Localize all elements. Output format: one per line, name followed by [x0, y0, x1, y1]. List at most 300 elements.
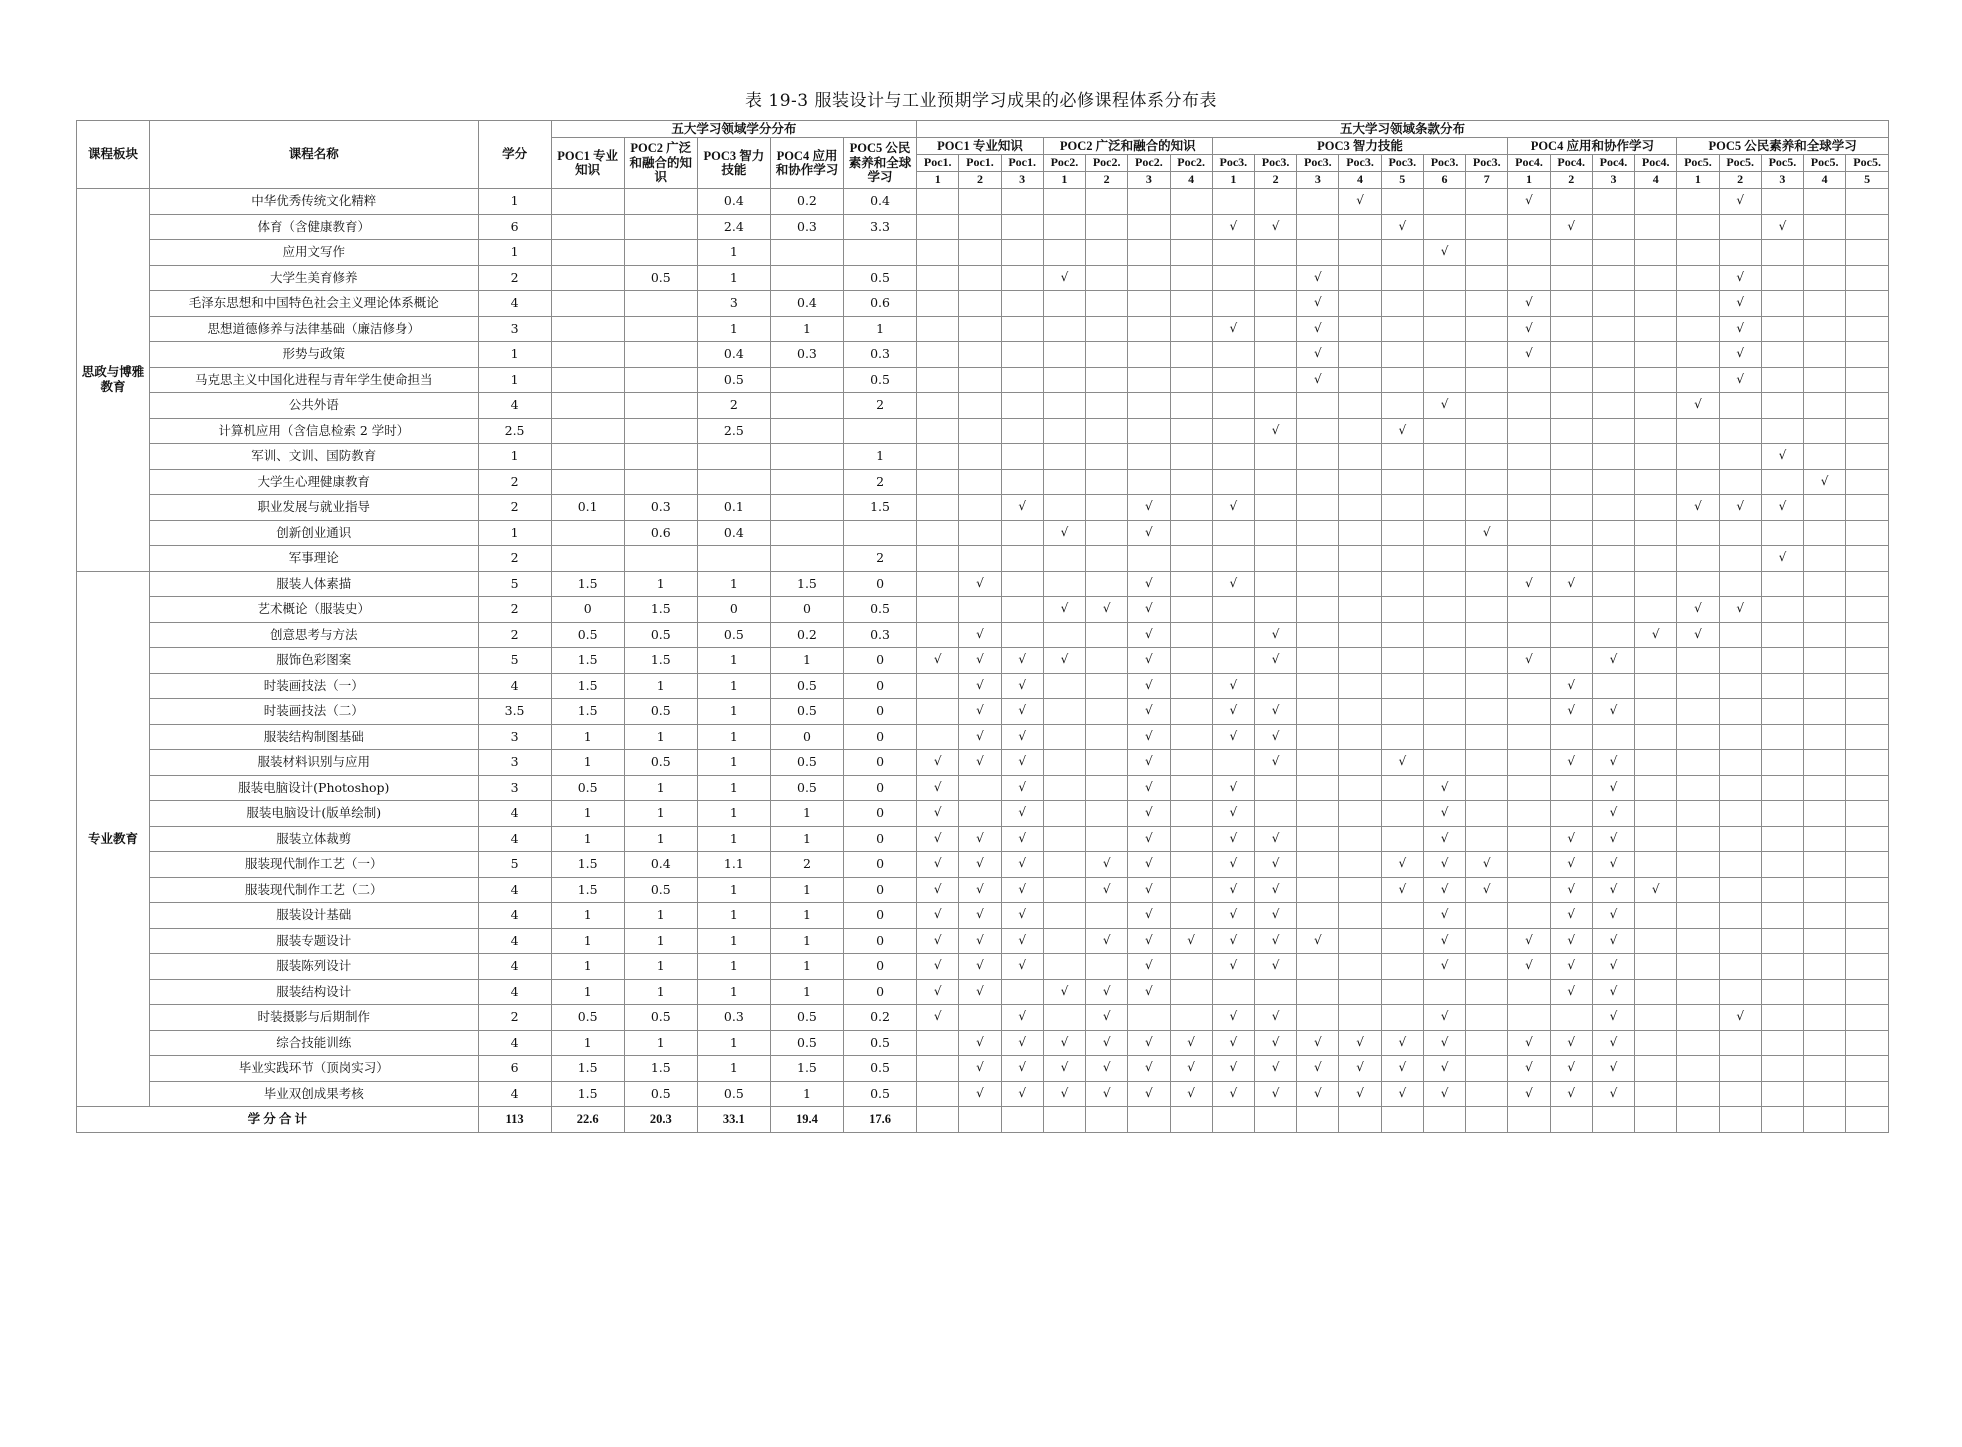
clause-cell [1508, 775, 1550, 801]
clause-cell [1381, 903, 1423, 929]
total-credit: 113 [478, 1107, 551, 1133]
clause-cell [1466, 291, 1508, 317]
check-mark-icon: √ [1297, 291, 1339, 317]
clause-cell [1086, 316, 1128, 342]
clause-code-header: Poc2. [1043, 155, 1085, 172]
check-mark-icon: √ [1254, 1081, 1296, 1107]
clause-cell [959, 444, 1001, 470]
clause-cell [1212, 444, 1254, 470]
clause-cell [1508, 393, 1550, 419]
check-mark-icon: √ [959, 954, 1001, 980]
check-mark-icon: √ [1001, 903, 1043, 929]
check-mark-icon: √ [1086, 597, 1128, 623]
clause-cell [1677, 1081, 1719, 1107]
clause-cell [1719, 673, 1761, 699]
clause-cell [917, 520, 959, 546]
check-mark-icon: √ [1297, 316, 1339, 342]
clause-cell [1550, 546, 1592, 572]
clause-cell [1086, 648, 1128, 674]
clause-cell [1592, 724, 1634, 750]
course-name: 服装人体素描 [150, 571, 478, 597]
course-name: 军事理论 [150, 546, 478, 572]
course-name: 服装立体裁剪 [150, 826, 478, 852]
clause-cell [1635, 954, 1677, 980]
check-mark-icon: √ [1212, 775, 1254, 801]
check-mark-icon: √ [1423, 852, 1465, 878]
clause-cell [1635, 979, 1677, 1005]
clause-cell [1677, 928, 1719, 954]
clause-cell [1804, 648, 1846, 674]
clause-cell [1381, 622, 1423, 648]
dist-value: 1 [624, 928, 697, 954]
clause-cell [1592, 367, 1634, 393]
dist-value: 2 [844, 546, 917, 572]
clause-cell [1592, 1107, 1634, 1133]
clause-cell [1719, 648, 1761, 674]
dist-value [551, 316, 624, 342]
check-mark-icon: √ [1423, 1081, 1465, 1107]
clause-cell [1170, 877, 1212, 903]
clause-cell [1846, 826, 1889, 852]
clause-cell [1423, 597, 1465, 623]
clause-cell [1804, 903, 1846, 929]
clause-cell [1846, 1030, 1889, 1056]
check-mark-icon: √ [1339, 1056, 1381, 1082]
clause-cell [1381, 316, 1423, 342]
clause-cell [1423, 342, 1465, 368]
clause-cell [917, 699, 959, 725]
clause-cell [1128, 418, 1170, 444]
dist-value: 1 [624, 954, 697, 980]
dist-value: 0.5 [551, 1005, 624, 1031]
clause-cell [1001, 240, 1043, 266]
check-mark-icon: √ [1254, 648, 1296, 674]
clause-cell [1846, 342, 1889, 368]
clause-group-header: POC3 智力技能 [1212, 138, 1508, 155]
clause-cell [1170, 1107, 1212, 1133]
clause-code-header: Poc1. [959, 155, 1001, 172]
clause-cell [1170, 750, 1212, 776]
clause-cell [1212, 189, 1254, 215]
table-row [77, 648, 1889, 674]
clause-cell [1043, 801, 1085, 827]
check-mark-icon: √ [1001, 1030, 1043, 1056]
clause-cell [1761, 1056, 1803, 1082]
clause-cell [1170, 240, 1212, 266]
course-credit: 4 [478, 291, 551, 317]
course-header: 课程名称 [150, 121, 478, 189]
check-mark-icon: √ [1381, 214, 1423, 240]
check-mark-icon: √ [1508, 189, 1550, 215]
check-mark-icon: √ [959, 852, 1001, 878]
clause-cell [1508, 520, 1550, 546]
clause-cell [1761, 597, 1803, 623]
dist-value [551, 418, 624, 444]
clause-cell [1677, 1030, 1719, 1056]
check-mark-icon: √ [1212, 1030, 1254, 1056]
clause-cell [1423, 546, 1465, 572]
dist-value [844, 520, 917, 546]
section-label: 专业教育 [77, 571, 150, 1107]
dist-value: 0.5 [624, 265, 697, 291]
dist-value: 1.5 [551, 571, 624, 597]
clause-cell [1043, 826, 1085, 852]
total-label: 学 分 合 计 [77, 1107, 479, 1133]
check-mark-icon: √ [1254, 1005, 1296, 1031]
clause-number-header: 1 [1508, 172, 1550, 189]
clause-cell [1635, 444, 1677, 470]
check-mark-icon: √ [917, 648, 959, 674]
clause-cell [1508, 826, 1550, 852]
check-mark-icon: √ [1550, 1030, 1592, 1056]
clause-cell [1381, 495, 1423, 521]
course-name: 应用文写作 [150, 240, 478, 266]
clause-cell [1339, 1005, 1381, 1031]
clause-cell [1423, 495, 1465, 521]
course-credit: 5 [478, 852, 551, 878]
clause-cell [1550, 622, 1592, 648]
section-header: 课程板块 [77, 121, 150, 189]
check-mark-icon: √ [1212, 903, 1254, 929]
clause-cell [1128, 189, 1170, 215]
clause-cell [1297, 877, 1339, 903]
clause-cell [1001, 291, 1043, 317]
clause-cell [959, 189, 1001, 215]
check-mark-icon: √ [1550, 979, 1592, 1005]
check-mark-icon: √ [1043, 979, 1085, 1005]
check-mark-icon: √ [1381, 1056, 1423, 1082]
clause-cell [1635, 826, 1677, 852]
clause-cell [1170, 724, 1212, 750]
clause-cell [1635, 520, 1677, 546]
check-mark-icon: √ [917, 954, 959, 980]
course-name: 服装材料识别与应用 [150, 750, 478, 776]
check-mark-icon: √ [1550, 852, 1592, 878]
check-mark-icon: √ [1128, 724, 1170, 750]
dist-value: 3 [697, 291, 770, 317]
check-mark-icon: √ [1128, 903, 1170, 929]
clause-cell [1846, 367, 1889, 393]
clause-cell [1592, 520, 1634, 546]
clause-cell [1170, 214, 1212, 240]
clause-cell [1677, 648, 1719, 674]
clause-cell [1846, 903, 1889, 929]
check-mark-icon: √ [1001, 877, 1043, 903]
clause-cell [1677, 444, 1719, 470]
check-mark-icon: √ [1423, 1056, 1465, 1082]
dist-value: 1 [624, 903, 697, 929]
course-credit: 3.5 [478, 699, 551, 725]
clause-cell [1339, 214, 1381, 240]
clause-cell [1423, 673, 1465, 699]
clause-cell [959, 520, 1001, 546]
clause-cell [1592, 240, 1634, 266]
clause-cell [1339, 418, 1381, 444]
clause-cell [1804, 826, 1846, 852]
course-credit: 2.5 [478, 418, 551, 444]
clause-cell [1677, 546, 1719, 572]
clause-cell [1719, 1107, 1761, 1133]
clause-cell [1381, 597, 1423, 623]
clause-cell [1466, 826, 1508, 852]
clause-group-header: POC5 公民素养和全球学习 [1677, 138, 1889, 155]
dist-value: 0.4 [697, 342, 770, 368]
check-mark-icon: √ [1128, 495, 1170, 521]
clause-cell [1761, 367, 1803, 393]
clause-cell [1677, 571, 1719, 597]
clause-cell [1677, 1005, 1719, 1031]
dist-value: 1.5 [551, 877, 624, 903]
clause-cell [1635, 852, 1677, 878]
check-mark-icon: √ [1592, 648, 1634, 674]
check-mark-icon: √ [959, 648, 1001, 674]
clause-cell [1635, 495, 1677, 521]
check-mark-icon: √ [1550, 954, 1592, 980]
clause-cell [1804, 265, 1846, 291]
dist-value [624, 393, 697, 419]
course-credit: 4 [478, 801, 551, 827]
check-mark-icon: √ [1128, 597, 1170, 623]
clause-cell [1381, 520, 1423, 546]
dist-value [770, 393, 843, 419]
dist-value: 1 [624, 826, 697, 852]
clause-code-header: Poc3. [1212, 155, 1254, 172]
course-name: 大学生心理健康教育 [150, 469, 478, 495]
clause-cell [917, 291, 959, 317]
table-body [77, 189, 1889, 1133]
check-mark-icon: √ [959, 622, 1001, 648]
clause-cell [1423, 520, 1465, 546]
clause-cell [1339, 1107, 1381, 1133]
clause-cell [1297, 418, 1339, 444]
clause-cell [1804, 444, 1846, 470]
clause-cell [1550, 469, 1592, 495]
check-mark-icon: √ [959, 699, 1001, 725]
clause-cell [1719, 622, 1761, 648]
check-mark-icon: √ [1212, 495, 1254, 521]
dist-value [697, 546, 770, 572]
course-credit: 2 [478, 265, 551, 291]
clause-group-header: POC2 广泛和融合的知识 [1043, 138, 1212, 155]
course-credit: 1 [478, 342, 551, 368]
clause-cell [1846, 699, 1889, 725]
clause-cell [1086, 903, 1128, 929]
dist-value: 0 [697, 597, 770, 623]
check-mark-icon: √ [1254, 214, 1296, 240]
course-credit: 3 [478, 724, 551, 750]
clause-cell [959, 1107, 1001, 1133]
clause-cell [1466, 342, 1508, 368]
clause-cell [959, 775, 1001, 801]
clause-cell [1846, 877, 1889, 903]
course-name: 服装陈列设计 [150, 954, 478, 980]
clause-cell [1254, 495, 1296, 521]
clause-cell [1212, 750, 1254, 776]
table-row [77, 469, 1889, 495]
check-mark-icon: √ [1677, 597, 1719, 623]
clause-code-header: Poc3. [1254, 155, 1296, 172]
check-mark-icon: √ [1508, 1056, 1550, 1082]
clause-cell [1677, 1056, 1719, 1082]
clause-cell [1254, 597, 1296, 623]
clause-cell [1508, 750, 1550, 776]
check-mark-icon: √ [1297, 1030, 1339, 1056]
check-mark-icon: √ [1423, 954, 1465, 980]
check-mark-icon: √ [1212, 826, 1254, 852]
clause-cell [1635, 546, 1677, 572]
clause-cell [1466, 801, 1508, 827]
dist-value: 1.5 [551, 852, 624, 878]
clause-cell [1592, 265, 1634, 291]
clause-cell [1550, 495, 1592, 521]
check-mark-icon: √ [1719, 495, 1761, 521]
clause-cell [1804, 316, 1846, 342]
table-row [77, 852, 1889, 878]
clause-cell [1043, 571, 1085, 597]
dist-value: 0.5 [624, 699, 697, 725]
course-credit: 4 [478, 1030, 551, 1056]
clause-cell [1466, 1107, 1508, 1133]
clause-cell [1170, 291, 1212, 317]
table-row [77, 877, 1889, 903]
clause-cell [1043, 367, 1085, 393]
clause-cell [1254, 189, 1296, 215]
clause-cell [1719, 546, 1761, 572]
check-mark-icon: √ [1001, 495, 1043, 521]
clause-cell [1846, 801, 1889, 827]
clause-cell [1170, 316, 1212, 342]
clause-cell [1635, 1107, 1677, 1133]
clause-cell [1761, 826, 1803, 852]
clause-cell [1592, 673, 1634, 699]
clause-cell [1761, 699, 1803, 725]
clause-number-header: 1 [1043, 172, 1085, 189]
check-mark-icon: √ [1804, 469, 1846, 495]
clause-cell [1804, 418, 1846, 444]
clause-cell [917, 342, 959, 368]
clause-cell [1128, 393, 1170, 419]
clause-cell [917, 1081, 959, 1107]
clause-cell [1761, 342, 1803, 368]
dist-value: 1.5 [624, 597, 697, 623]
check-mark-icon: √ [1170, 1056, 1212, 1082]
dist-value [551, 546, 624, 572]
check-mark-icon: √ [1086, 1056, 1128, 1082]
clause-cell [1001, 214, 1043, 240]
clause-cell [1677, 189, 1719, 215]
clause-cell [1001, 571, 1043, 597]
clause-cell [1170, 367, 1212, 393]
clause-cell [1635, 1081, 1677, 1107]
clause-cell [1086, 444, 1128, 470]
check-mark-icon: √ [959, 571, 1001, 597]
clause-cell [1804, 1056, 1846, 1082]
clause-cell [1466, 444, 1508, 470]
clause-cell [1297, 903, 1339, 929]
clause-cell [1761, 1030, 1803, 1056]
clause-cell [1086, 342, 1128, 368]
course-name: 大学生美育修养 [150, 265, 478, 291]
clause-cell [1297, 979, 1339, 1005]
check-mark-icon: √ [1128, 699, 1170, 725]
clause-code-header: Poc5. [1804, 155, 1846, 172]
dist-value: 0.5 [770, 1030, 843, 1056]
clause-cell [917, 1030, 959, 1056]
clause-cell [1466, 367, 1508, 393]
dist-value: 1 [697, 699, 770, 725]
dist-value: 1.5 [551, 673, 624, 699]
clause-cell [1297, 546, 1339, 572]
clause-cell [1297, 571, 1339, 597]
check-mark-icon: √ [1128, 954, 1170, 980]
dist-value [844, 240, 917, 266]
clause-cell [1846, 1081, 1889, 1107]
check-mark-icon: √ [917, 1005, 959, 1031]
clause-cell [1339, 571, 1381, 597]
check-mark-icon: √ [1001, 852, 1043, 878]
clause-cell [1804, 214, 1846, 240]
course-credit: 4 [478, 979, 551, 1005]
clause-cell [917, 495, 959, 521]
check-mark-icon: √ [1508, 928, 1550, 954]
clause-cell [1423, 571, 1465, 597]
dist-value: 0 [844, 673, 917, 699]
check-mark-icon: √ [1254, 622, 1296, 648]
course-name: 马克思主义中国化进程与青年学生使命担当 [150, 367, 478, 393]
clause-cell [1719, 214, 1761, 240]
check-mark-icon: √ [917, 801, 959, 827]
check-mark-icon: √ [1381, 877, 1423, 903]
dist-value: 0.5 [551, 775, 624, 801]
table-row [77, 393, 1889, 419]
check-mark-icon: √ [1381, 750, 1423, 776]
table-row [77, 622, 1889, 648]
course-credit: 4 [478, 928, 551, 954]
clause-cell [1254, 393, 1296, 419]
clause-cell [959, 469, 1001, 495]
clause-cell [1677, 316, 1719, 342]
clause-cell [1339, 444, 1381, 470]
check-mark-icon: √ [1719, 1005, 1761, 1031]
clause-cell [1846, 1107, 1889, 1133]
clause-cell [1719, 469, 1761, 495]
dist-value: 0 [844, 571, 917, 597]
clause-cell [1677, 852, 1719, 878]
clause-cell [1043, 342, 1085, 368]
clause-cell [1761, 979, 1803, 1005]
clause-number-header: 4 [1339, 172, 1381, 189]
clause-cell [1423, 444, 1465, 470]
course-name: 服饰色彩图案 [150, 648, 478, 674]
dist-value: 1 [770, 903, 843, 929]
clause-cell [1761, 240, 1803, 266]
course-name: 服装结构制图基础 [150, 724, 478, 750]
table-row [77, 903, 1889, 929]
clause-cell [1761, 622, 1803, 648]
dist-value: 0.3 [624, 495, 697, 521]
clause-number-header: 5 [1381, 172, 1423, 189]
clause-cell [1761, 1081, 1803, 1107]
check-mark-icon: √ [1128, 648, 1170, 674]
clause-cell [1043, 903, 1085, 929]
clause-cell [1635, 418, 1677, 444]
clause-cell [1550, 775, 1592, 801]
check-mark-icon: √ [1128, 622, 1170, 648]
clause-cell [1381, 571, 1423, 597]
clause-cell [1001, 342, 1043, 368]
clause-cell [1043, 928, 1085, 954]
clause-cell [1043, 418, 1085, 444]
